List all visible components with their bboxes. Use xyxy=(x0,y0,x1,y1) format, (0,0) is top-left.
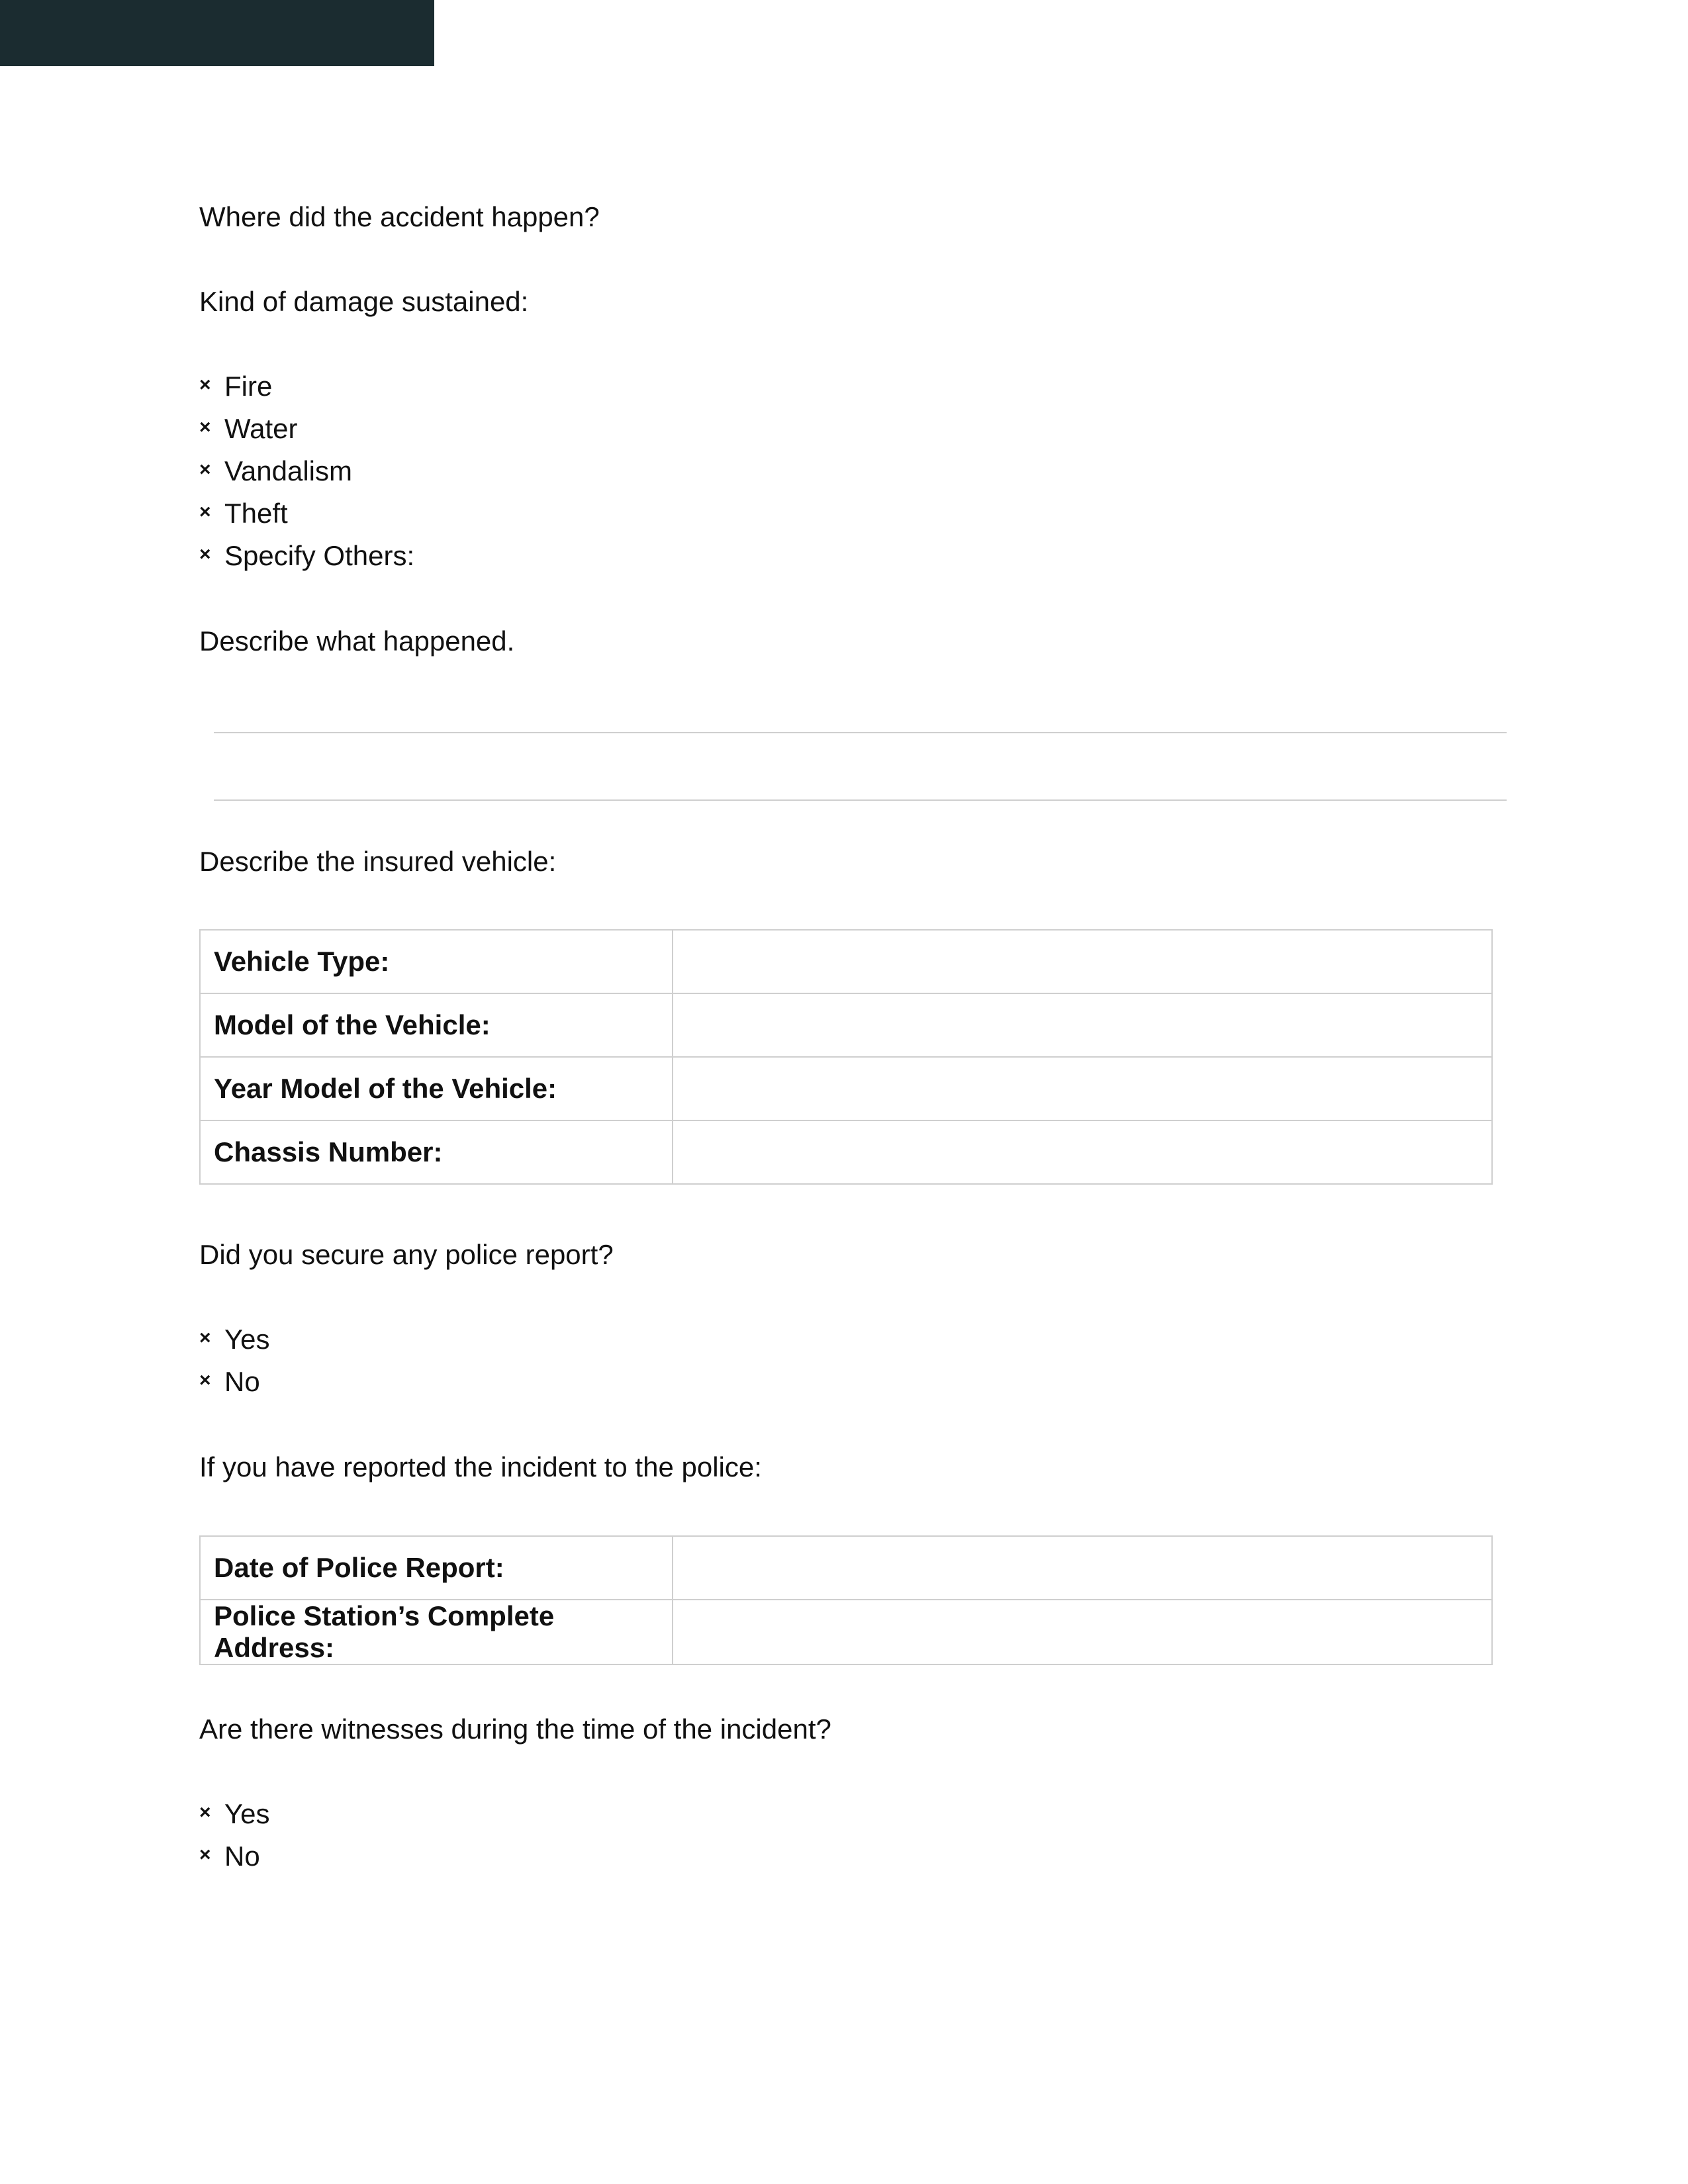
police-address-label: Police Station’s Complete Address: xyxy=(200,1600,673,1664)
question-describe: Describe what happened. xyxy=(199,625,515,657)
option-label: Fire xyxy=(224,371,273,402)
answer-line[interactable] xyxy=(214,799,1507,801)
x-mark-icon: × xyxy=(199,1801,211,1823)
vehicle-model-field[interactable] xyxy=(673,993,1492,1057)
vehicle-type-field[interactable] xyxy=(673,930,1492,993)
option-label: Theft xyxy=(224,498,288,529)
damage-option-others[interactable] xyxy=(199,539,414,573)
vehicle-type-label: Vehicle Type: xyxy=(200,930,673,993)
damage-option-theft[interactable] xyxy=(199,496,288,531)
x-mark-icon: × xyxy=(199,501,211,523)
witness-option-no[interactable] xyxy=(199,1839,260,1874)
police-address-field[interactable] xyxy=(673,1600,1492,1664)
chassis-number-label: Chassis Number: xyxy=(200,1120,673,1184)
question-accident-location: Where did the accident happen? xyxy=(199,201,600,232)
police-date-field[interactable] xyxy=(673,1536,1492,1600)
police-table xyxy=(199,1535,1493,1665)
question-police-report: Did you secure any police report? xyxy=(199,1239,614,1270)
header-bar xyxy=(0,0,434,66)
table-row xyxy=(200,1536,1492,1600)
x-mark-icon: × xyxy=(199,1844,211,1866)
question-witnesses: Are there witnesses during the time of the incident? xyxy=(199,1713,831,1745)
option-label: Specify Others: xyxy=(224,540,415,571)
damage-option-water[interactable] xyxy=(199,412,297,446)
question-damage-kind: Kind of damage sustained: xyxy=(199,286,529,317)
table-row xyxy=(200,1120,1492,1184)
chassis-number-field[interactable] xyxy=(673,1120,1492,1184)
x-mark-icon: × xyxy=(199,1327,211,1349)
table-row xyxy=(200,993,1492,1057)
option-label: No xyxy=(224,1841,260,1872)
table-row xyxy=(200,930,1492,993)
question-vehicle: Describe the insured vehicle: xyxy=(199,846,557,877)
option-label: Water xyxy=(224,413,298,444)
x-mark-icon: × xyxy=(199,416,211,438)
vehicle-model-label: Model of the Vehicle: xyxy=(200,993,673,1057)
question-reported: If you have reported the incident to the police: xyxy=(199,1451,762,1482)
x-mark-icon: × xyxy=(199,1369,211,1391)
damage-option-vandalism[interactable] xyxy=(199,454,352,488)
police-date-label: Date of Police Report: xyxy=(200,1536,673,1600)
damage-option-fire[interactable] xyxy=(199,369,272,404)
police-option-no[interactable] xyxy=(199,1365,260,1399)
answer-line[interactable] xyxy=(214,732,1507,733)
x-mark-icon: × xyxy=(199,459,211,480)
option-label: Vandalism xyxy=(224,455,352,486)
x-mark-icon: × xyxy=(199,374,211,396)
vehicle-year-label: Year Model of the Vehicle: xyxy=(200,1057,673,1120)
vehicle-table xyxy=(199,929,1493,1185)
vehicle-year-field[interactable] xyxy=(673,1057,1492,1120)
option-label: Yes xyxy=(224,1798,270,1829)
x-mark-icon: × xyxy=(199,543,211,565)
table-row xyxy=(200,1057,1492,1120)
option-label: Yes xyxy=(224,1324,270,1355)
police-option-yes[interactable] xyxy=(199,1322,270,1357)
table-row xyxy=(200,1600,1492,1664)
option-label: No xyxy=(224,1366,260,1397)
witness-option-yes[interactable] xyxy=(199,1797,270,1831)
